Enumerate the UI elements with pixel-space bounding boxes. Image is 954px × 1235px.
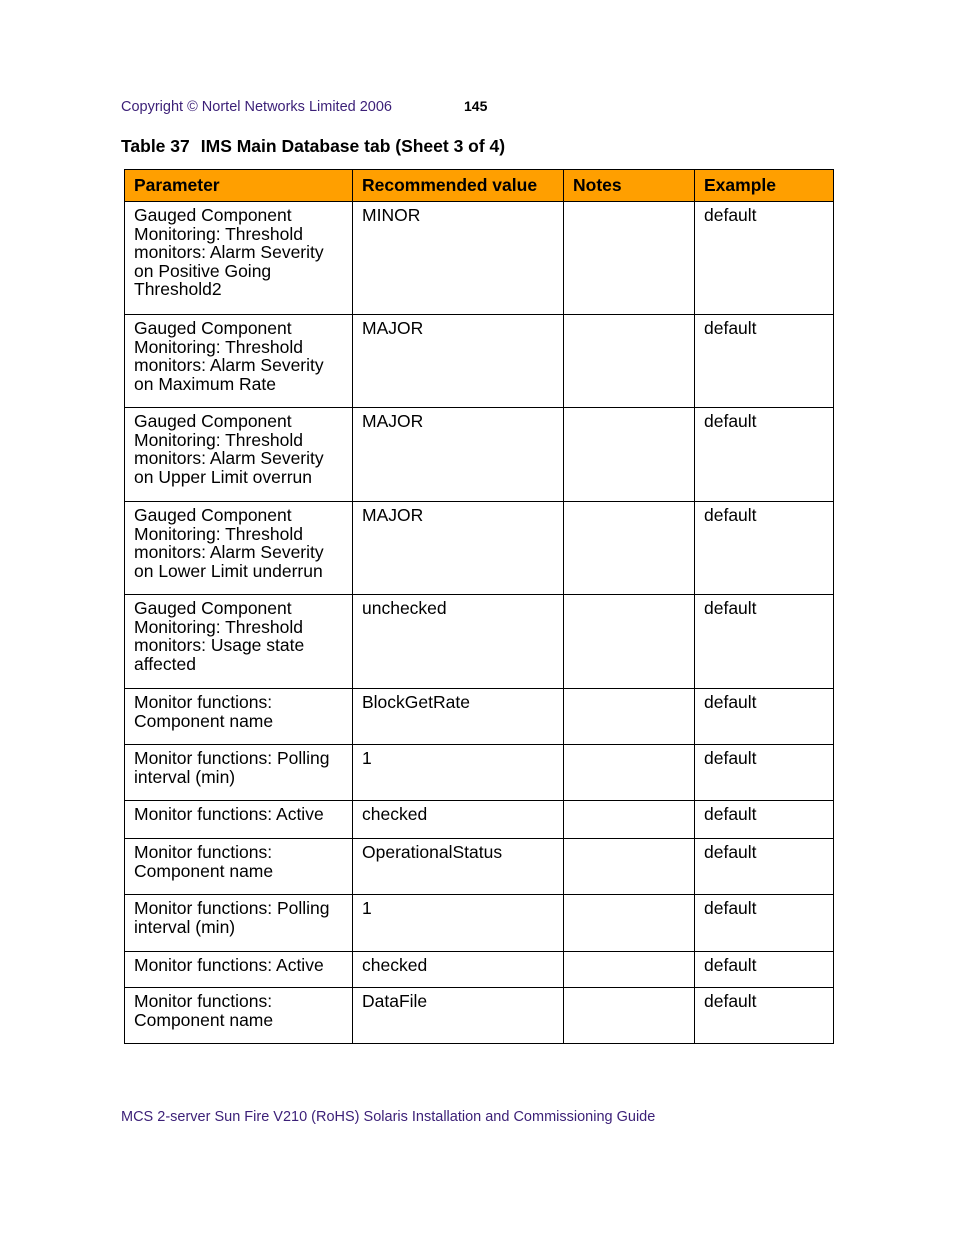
cell-recommended-value: MINOR — [353, 202, 564, 315]
cell-notes — [564, 595, 695, 689]
cell-example: default — [695, 801, 834, 839]
cell-recommended-value: 1 — [353, 895, 564, 952]
cell-notes — [564, 895, 695, 952]
parameters-table — [124, 169, 834, 1044]
table-number: Table 37 — [121, 136, 190, 156]
column-header-parameter: Parameter — [125, 170, 353, 202]
column-header-notes: Notes — [564, 170, 695, 202]
cell-notes — [564, 745, 695, 801]
table-row — [125, 202, 834, 315]
cell-example: default — [695, 202, 834, 315]
cell-parameter: Monitor functions: Active — [125, 952, 353, 988]
table-caption — [121, 136, 505, 157]
table-row — [125, 502, 834, 595]
column-header-recommended-value: Recommended value — [353, 170, 564, 202]
table-row — [125, 689, 834, 745]
cell-example: default — [695, 895, 834, 952]
cell-example: default — [695, 745, 834, 801]
cell-example: default — [695, 952, 834, 988]
cell-notes — [564, 952, 695, 988]
cell-parameter: Monitor functions: Polling interval (min) — [125, 895, 353, 952]
table-row — [125, 839, 834, 895]
cell-recommended-value: DataFile — [353, 988, 564, 1044]
cell-recommended-value: MAJOR — [353, 408, 564, 502]
cell-notes — [564, 502, 695, 595]
cell-recommended-value: MAJOR — [353, 502, 564, 595]
cell-recommended-value: OperationalStatus — [353, 839, 564, 895]
cell-example: default — [695, 502, 834, 595]
page-number: 145 — [464, 98, 488, 114]
cell-recommended-value: 1 — [353, 745, 564, 801]
cell-notes — [564, 801, 695, 839]
cell-recommended-value: unchecked — [353, 595, 564, 689]
cell-parameter: Monitor functions: Active — [125, 801, 353, 839]
cell-parameter: Monitor functions: Component name — [125, 839, 353, 895]
cell-parameter: Gauged Component Monitoring: Threshold monitors: Alarm Severity on Positive Going Threshold2 — [125, 202, 353, 315]
cell-parameter: Monitor functions: Polling interval (min) — [125, 745, 353, 801]
table-row — [125, 988, 834, 1044]
table-row — [125, 895, 834, 952]
cell-recommended-value: checked — [353, 952, 564, 988]
cell-notes — [564, 689, 695, 745]
cell-recommended-value: BlockGetRate — [353, 689, 564, 745]
cell-example: default — [695, 689, 834, 745]
copyright-notice: Copyright © Nortel Networks Limited 2006 — [121, 99, 392, 115]
table-header-row — [125, 170, 834, 202]
cell-recommended-value: checked — [353, 801, 564, 839]
cell-notes — [564, 988, 695, 1044]
cell-example: default — [695, 839, 834, 895]
table-row — [125, 801, 834, 839]
document-footer: MCS 2-server Sun Fire V210 (RoHS) Solaris Installation and Commissioning Guide — [121, 1109, 656, 1125]
table-row — [125, 745, 834, 801]
cell-parameter: Monitor functions: Component name — [125, 988, 353, 1044]
table-row — [125, 408, 834, 502]
table-row — [125, 315, 834, 408]
table-row — [125, 952, 834, 988]
cell-example: default — [695, 315, 834, 408]
cell-recommended-value: MAJOR — [353, 315, 564, 408]
cell-parameter: Gauged Component Monitoring: Threshold monitors: Alarm Severity on Maximum Rate — [125, 315, 353, 408]
cell-parameter: Gauged Component Monitoring: Threshold monitors: Alarm Severity on Upper Limit overrun — [125, 408, 353, 502]
column-header-example: Example — [695, 170, 834, 202]
cell-parameter: Gauged Component Monitoring: Threshold monitors: Alarm Severity on Lower Limit underrun — [125, 502, 353, 595]
cell-notes — [564, 202, 695, 315]
cell-notes — [564, 839, 695, 895]
cell-parameter: Monitor functions: Component name — [125, 689, 353, 745]
cell-example: default — [695, 988, 834, 1044]
table-row — [125, 595, 834, 689]
table-title: IMS Main Database tab (Sheet 3 of 4) — [200, 136, 506, 156]
cell-example: default — [695, 408, 834, 502]
cell-example: default — [695, 595, 834, 689]
cell-notes — [564, 408, 695, 502]
cell-parameter: Gauged Component Monitoring: Threshold monitors: Usage state affected — [125, 595, 353, 689]
cell-notes — [564, 315, 695, 408]
